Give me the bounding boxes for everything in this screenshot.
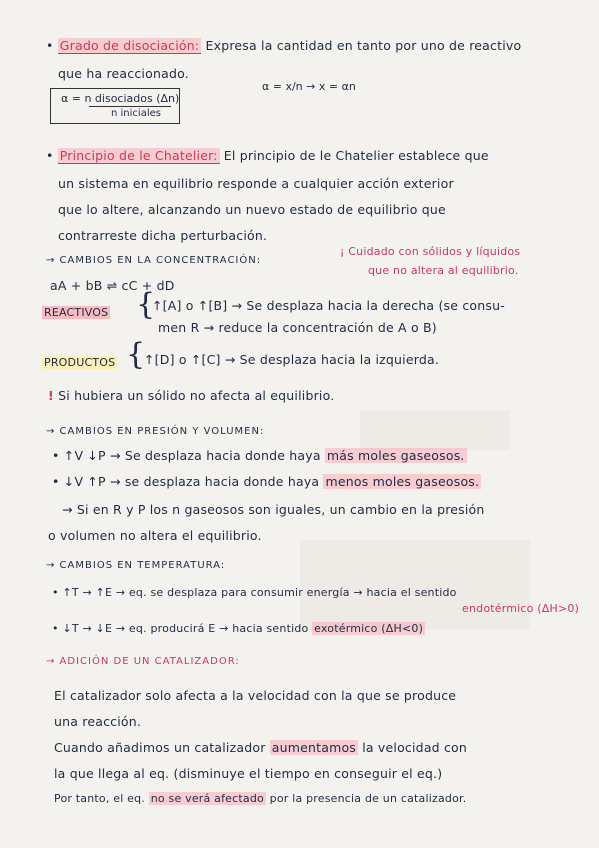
concentration-heading: → CAMBIOS EN LA CONCENTRACIÓN: [46, 255, 262, 266]
concentration-warning-2: que no altera al equilibrio. [368, 264, 519, 277]
chatelier-line-4: contrarreste dicha perturbación. [58, 228, 268, 243]
degree-line-2: que ha reaccionado. [58, 66, 189, 81]
reactants-line-1: ↑[A] o ↑[B] → Se desplaza hacia la derecha (se consu- [152, 298, 505, 313]
bullet: • [52, 586, 59, 599]
catalyst-line-1: El catalizador solo afecta a la velocidad con la que se produce [54, 688, 457, 703]
pressure-line-1: • ↑V ↓P → Se desplaza hacia donde haya más moles gaseosos. [52, 448, 465, 463]
catalyst-line-3: Cuando añadimos un catalizador aumentamos la velocidad con [54, 740, 468, 755]
pressure-line-2: • ↓V ↑P → se desplaza hacia donde haya menos moles gaseosos. [52, 474, 480, 489]
degree-heading: Grado de disociación: [59, 38, 200, 53]
bleed-through-mark [300, 540, 530, 630]
catalyst-line-4: la que llega al eq. (disminuye el tiempo en conseguir el eq.) [54, 766, 443, 781]
bullet: • [52, 448, 60, 463]
bullet: • [46, 148, 54, 163]
catalyst-heading: → ADICIÓN DE UN CATALIZADOR: [46, 656, 240, 667]
pressure-line-4: o volumen no altera el equilibrio. [48, 528, 262, 543]
reactants-line-2: men R → reduce la concentración de A o B) [158, 320, 437, 335]
bullet: • [52, 622, 59, 635]
pressure-heading: → CAMBIOS EN PRESIÓN Y VOLUMEN: [46, 426, 265, 437]
products-brace: { [126, 337, 146, 372]
catalyst-line-5: Por tanto, el eq. no se verá afectado por la presencia de un catalizador. [54, 792, 467, 805]
degree-formula-right: α = x/n → x = αn [262, 80, 356, 93]
reactants-label: REACTIVOS [44, 306, 109, 319]
products-label: PRODUCTOS [44, 356, 116, 369]
degree-line [46, 38, 521, 53]
temperature-heading: → CAMBIOS EN TEMPERATURA: [46, 560, 226, 571]
pressure-line-3: → Si en R y P los n gaseosos son iguales, un cambio en la presión [62, 502, 485, 517]
degree-formula-box [50, 88, 180, 124]
chatelier-line-2: un sistema en equilibrio responde a cualquier acción exterior [58, 176, 454, 191]
catalyst-line-2: una reacción. [54, 714, 142, 729]
equilibrium-equation: aA + bB ⇌ cC + dD [50, 278, 175, 293]
chatelier-line-3: que lo altere, alcanzando un nuevo estado de equilibrio que [58, 202, 446, 217]
bleed-through-mark [360, 410, 510, 450]
temperature-line-2: • ↓T → ↓E → eq. producirá E → hacia sentido exotérmico (ΔH<0) [52, 622, 424, 635]
chatelier-text: El principio de le Chatelier establece que [223, 148, 489, 163]
temperature-endothermic: endotérmico (ΔH>0) [462, 602, 580, 615]
degree-text: Expresa la cantidad en tanto por uno de reactivo [205, 38, 522, 53]
temperature-line-1: • ↑T → ↑E → eq. se desplaza para consumir energía → hacia el sentido [52, 586, 457, 599]
box-denominator: n iniciales [111, 108, 161, 119]
products-line: ↑[D] o ↑[C] → Se desplaza hacia la izquierda. [144, 352, 440, 367]
chatelier-heading: Principio de le Chatelier: [59, 148, 218, 163]
warning-icon: ! [48, 388, 54, 403]
box-numerator: α = n disociados (Δn) [61, 92, 180, 105]
fraction-bar [89, 106, 171, 107]
concentration-warning-1: ¡ Cuidado con sólidos y líquidos [340, 245, 521, 258]
reactants-brace: { [136, 287, 156, 322]
bullet: • [52, 474, 60, 489]
chatelier-line-1 [46, 148, 489, 163]
solid-note: ! Si hubiera un sólido no afecta al equilibrio. [48, 388, 335, 403]
bullet: • [46, 38, 54, 53]
